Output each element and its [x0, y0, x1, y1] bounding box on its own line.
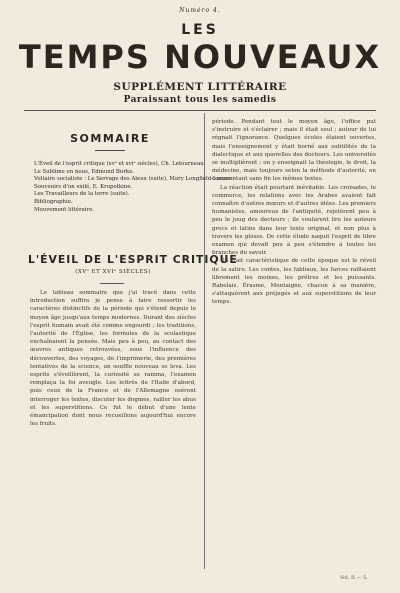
supplement-label: SUPPLÉMENT LITTÉRAIRE [113, 81, 287, 93]
sommaire-item: Souvenirs d'un exilé, E. Kropotkine. [34, 183, 133, 190]
issue-number: Numéro 4. [179, 7, 221, 14]
sommaire-item: Voltaire socialiste : Le Servage des Aïeux (suite), Mary Longfield-Lacaze. [34, 176, 234, 183]
article-subtitle: (XVᵉ ET XVIᵉ SIÈCLES) [75, 269, 151, 275]
sommaire-title: SOMMAIRE [70, 132, 150, 145]
sommaire-item: Bibliographie. [34, 198, 73, 205]
header-rule [24, 110, 376, 111]
sommaire-item: Mouvement littéraire. [34, 206, 95, 213]
article-title: L'ÉVEIL DE L'ESPRIT CRITIQUE [28, 253, 238, 266]
body-paragraph: La réaction était pourtant inévitable. Les croisades, le commerce, les relations avec les Arabes avaient fait connaître d'autres mœurs et d'autres idées. Les premiers humanistes, amoureux de l'antiquité, rejetèrent peu à peu le joug des docteurs ; ils voulurent lire les auteurs grecs et latins dans leur texte original, et non plus à travers les gloses. De cette étude naquit l'esprit de libre examen qui devait peu à peu s'étendre à toutes les branches du savoir. [212, 184, 376, 257]
sommaire-item: Les Travailleurs de la terre (suite). [34, 191, 130, 198]
article-body-right [212, 118, 376, 568]
publication-frequency: Paraissant tous les samedis [123, 95, 277, 105]
masthead-les: LES [181, 22, 219, 38]
article-body-left: Le tableau sommaire que j'ai tracé dans cette introduction suffira je pense à faire ressortir les caractères distinctifs de la période qui s'étend depuis le moyen âge jusqu'aux temps modernes. Durant des siècles l'esprit humain avait été comme engourdi ; les traditions, l'autorité de l'Église, les formules de la scolastique enchaînaient la pensée. Mais peu à peu, au contact des œuvres antiques retrouvées, sous l'influence des découvertes, des voyages, de l'imprimerie, des premières tentatives de la science, un souffle nouveau se leva. Les esprits s'éveillèrent, la curiosité se ranima, l'examen remplaça la foi aveugle. Les lettrés de l'Italie d'abord, puis ceux de la France et de l'Allemagne osèrent interroger les textes, discuter les dogmes, railler les abus et les superstitions. Ce fut le début d'une lente émancipation dont nous recueillons aujourd'hui encore les fruits. [30, 290, 196, 428]
masthead-title: TEMPS NOUVEAUX [18, 38, 382, 76]
article-rule [100, 283, 124, 284]
sommaire-item: L'Éveil de l'esprit critique (xvᵉ et xviᵉ siècles), Ch. Letourneau. [34, 161, 206, 167]
sommaire-rule [95, 150, 125, 151]
sommaire-list [34, 161, 234, 214]
volume-reference: Vol. II — 5. [340, 575, 368, 581]
sommaire-item: Le Sublime en nous, Edmund Burke. [34, 168, 135, 175]
body-paragraph: Un trait caractéristique de cette époque est le réveil de la satire. Les contes, les fabliaux, les farces raillaient librement les moines, les prêtres et les puissants. Rabelais, Érasme, Montaigne, chacun à sa manière, s'attaquèrent aux préjugés et aux superstitions de leur temps. [212, 258, 376, 306]
body-paragraph: période. Pendant tout le moyen âge, l'office put s'instruire et s'éclairer ; mais il était seul ; autour de lui régnait l'ignorance. Quelques écoles étaient ouvertes, mais l'enseignement y était borné aux subtilités de la dialectique et aux querelles des docteurs. Les universités se multiplièrent ; on y enseignait la théologie, le droit, la médecine, mais toujours selon la méthode d'autorité, en commentant sans fin les mêmes textes. [212, 119, 376, 183]
